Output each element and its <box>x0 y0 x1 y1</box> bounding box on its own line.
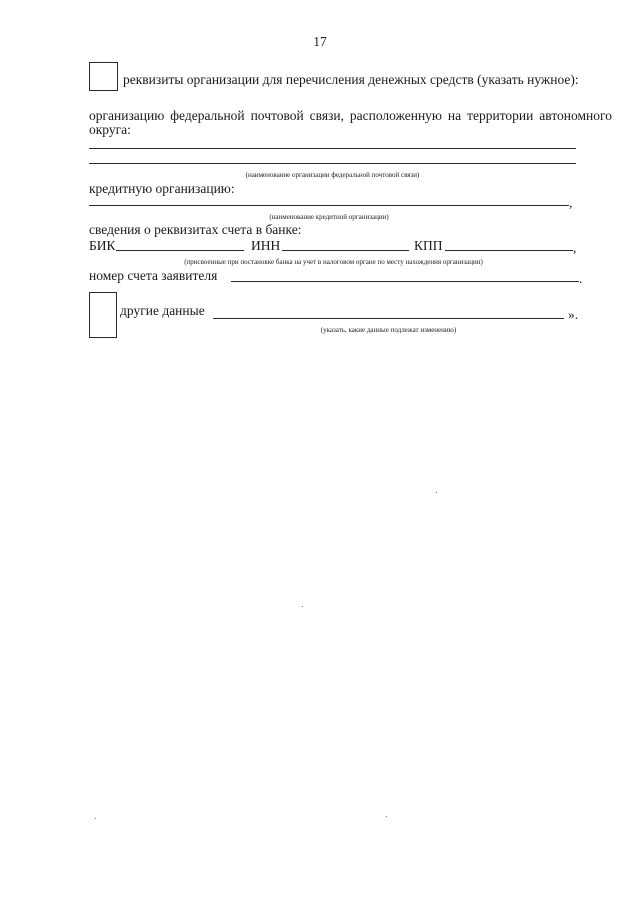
page-number: 17 <box>313 34 327 49</box>
account-number-label: номер счета заявителя <box>89 268 218 283</box>
inn-label: ИНН <box>251 238 281 253</box>
inn-field[interactable] <box>282 250 409 251</box>
postal-organization-field-line2[interactable] <box>89 163 576 164</box>
bik-field[interactable] <box>116 250 244 251</box>
scan-speck <box>95 818 96 819</box>
bank-details-label: сведения о реквизитах счета в банке: <box>89 222 302 237</box>
credit-organization-field[interactable] <box>89 205 569 206</box>
credit-organization-caption: (наименование кредитной организации) <box>269 213 389 221</box>
other-data-label: другие данные <box>120 303 205 318</box>
other-data-closing-quote: ». <box>568 307 579 322</box>
kpp-label: КПП <box>414 238 443 253</box>
postal-organization-caption: (наименование организации федеральной почтовой связи) <box>245 171 420 179</box>
scan-speck <box>436 492 437 493</box>
other-data-field[interactable] <box>213 318 564 319</box>
bik-label: БИК <box>89 238 116 253</box>
scan-speck <box>386 816 387 817</box>
other-data-checkbox[interactable] <box>89 292 117 338</box>
requisites-checkbox[interactable] <box>89 62 118 91</box>
kpp-field[interactable] <box>445 250 573 251</box>
scan-speck <box>302 606 303 607</box>
account-number-period: . <box>579 271 583 286</box>
kpp-comma: , <box>573 240 577 255</box>
credit-organization-label: кредитную организацию: <box>89 181 235 196</box>
other-data-caption: (указать, какие данные подлежат изменению) <box>320 326 457 334</box>
bank-codes-caption: (присвоенные при постановке банка на учет в налоговом органе по месту нахождения организации) <box>184 258 483 266</box>
postal-organization-field-line1[interactable] <box>89 148 576 149</box>
postal-intro-line1: организацию федеральной почтовой связи, расположенную на территории автономного <box>89 108 612 123</box>
credit-organization-comma: , <box>569 195 573 210</box>
requisites-checkbox-label: реквизиты организации для перечисления денежных средств (указать нужное): <box>123 72 579 87</box>
account-number-field[interactable] <box>231 281 579 282</box>
postal-intro-line2: округа: <box>89 122 131 137</box>
